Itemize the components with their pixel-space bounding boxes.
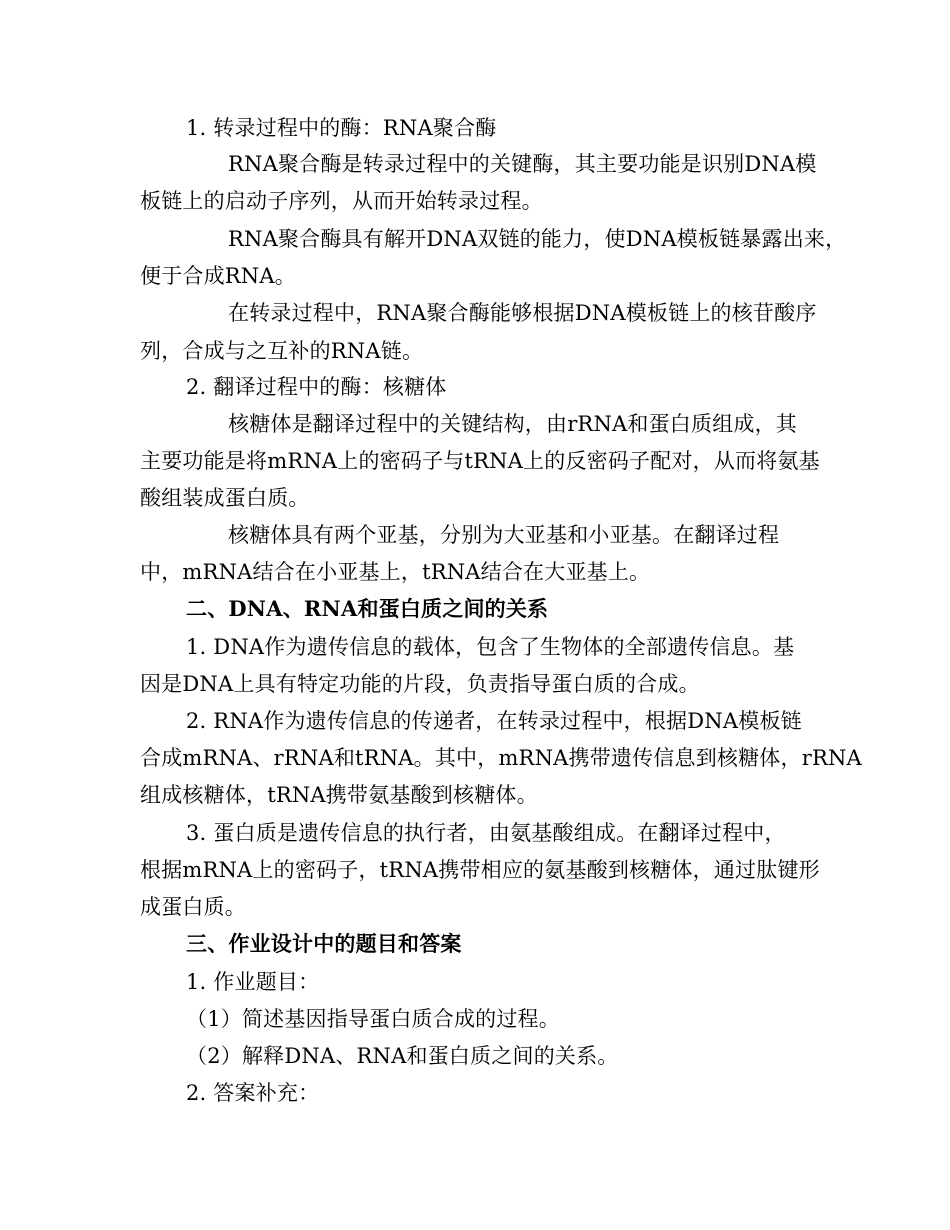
paragraph-line: 2. RNA作为遗传信息的传递者，在转录过程中，根据DNA模板链 — [186, 709, 802, 733]
paragraph-line: 核糖体是翻译过程中的关键结构，由rRNA和蛋白质组成，其 — [228, 412, 797, 436]
paragraph-line: 列，合成与之互补的RNA链。 — [140, 339, 424, 363]
paragraph-line: 核糖体具有两个亚基，分别为大亚基和小亚基。在翻译过程 — [228, 523, 780, 547]
section-heading-relationship: 二、DNA、RNA和蛋白质之间的关系 — [186, 596, 549, 621]
paragraph-line: 3. 蛋白质是遗传信息的执行者，由氨基酸组成。在翻译过程中， — [186, 821, 786, 845]
section-heading-homework: 三、作业设计中的题目和答案 — [186, 931, 462, 956]
paragraph-line: 组成核糖体，tRNA携带氨基酸到核糖体。 — [140, 783, 538, 807]
homework-title: 1. 作业题目： — [186, 970, 320, 994]
paragraph-line: RNA聚合酶是转录过程中的关键酶，其主要功能是识别DNA模 — [228, 152, 817, 176]
paragraph-line: 在转录过程中，RNA聚合酶能够根据DNA模板链上的核苷酸序 — [228, 301, 817, 325]
paragraph-line: 便于合成RNA。 — [140, 264, 296, 288]
heading-translation-ribosome: 2. 翻译过程中的酶：核糖体 — [186, 375, 447, 399]
paragraph-line: RNA聚合酶具有解开DNA双链的能力，使DNA模板链暴露出来， — [228, 227, 847, 251]
paragraph-line: 成蛋白质。 — [140, 895, 246, 919]
homework-question: （2）解释DNA、RNA和蛋白质之间的关系。 — [186, 1044, 619, 1068]
answer-supplement-heading: 2. 答案补充： — [186, 1081, 320, 1105]
paragraph-line: 1. DNA作为遗传信息的载体，包含了生物体的全部遗传信息。基 — [186, 635, 795, 659]
paragraph-line: 中，mRNA结合在小亚基上，tRNA结合在大亚基上。 — [140, 560, 651, 584]
heading-transcription-enzyme: 1. 转录过程中的酶：RNA聚合酶 — [186, 116, 497, 140]
paragraph-line: 主要功能是将mRNA上的密码子与tRNA上的反密码子配对，从而将氨基 — [140, 449, 820, 473]
paragraph-line: 酸组装成蛋白质。 — [140, 486, 310, 510]
homework-question: （1）简述基因指导蛋白质合成的过程。 — [186, 1007, 560, 1031]
paragraph-line: 合成mRNA、rRNA和tRNA。其中，mRNA携带遗传信息到核糖体，rRNA — [140, 746, 862, 770]
paragraph-line: 根据mRNA上的密码子，tRNA携带相应的氨基酸到核糖体，通过肽键形 — [140, 858, 820, 882]
paragraph-line: 因是DNA上具有特定功能的片段，负责指导蛋白质的合成。 — [140, 672, 700, 696]
paragraph-line: 板链上的启动子序列，从而开始转录过程。 — [140, 189, 543, 213]
